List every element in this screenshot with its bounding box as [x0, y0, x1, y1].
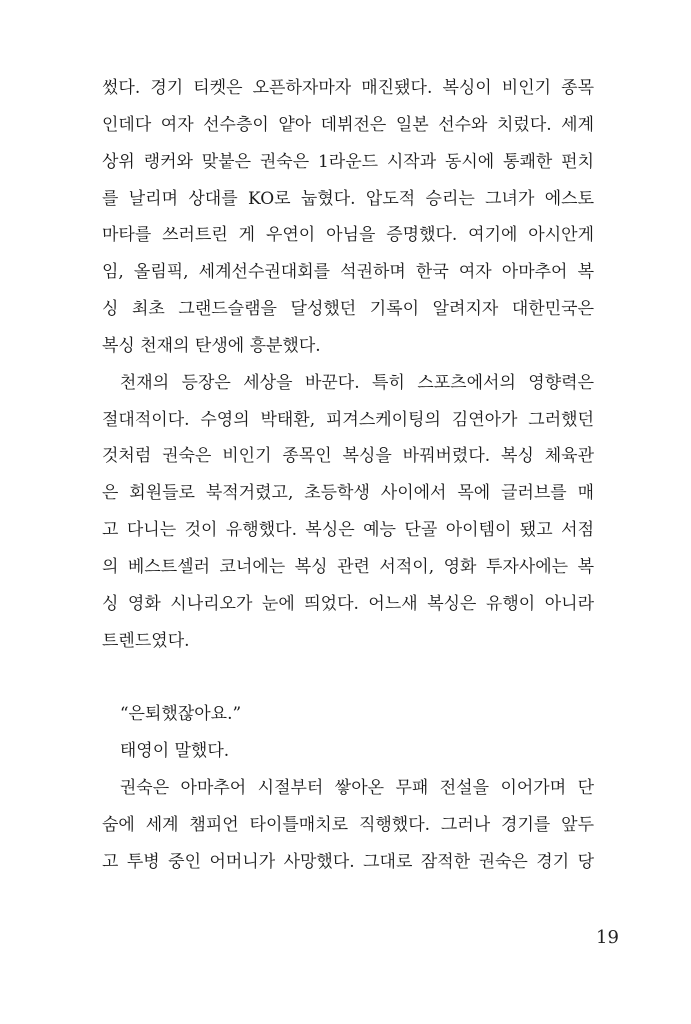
text-line-paragraph-start: 천재의 등장은 세상을 바꾼다. 특히 스포츠에서의 영향력은: [119, 372, 594, 393]
text-line: 절대적이다. 수영의 박태환, 피겨스케이팅의 김연아가 그러했던: [102, 409, 594, 430]
text-line: 은 회원들로 북적거렸고, 초등학생 사이에서 목에 글러브를 매: [102, 483, 594, 504]
text-line: 숨에 세계 챔피언 타이틀매치로 직행했다. 그러나 경기를 앞두: [102, 814, 594, 835]
blank-line: [102, 660, 594, 697]
body-text: [102, 70, 594, 881]
text-line: 것처럼 권숙은 비인기 종목인 복싱을 바꿔버렸다. 복싱 체육관: [102, 446, 594, 467]
text-line: 상위 랭커와 맞붙은 권숙은 1라운드 시작과 동시에 통쾌한 펀치: [102, 151, 594, 172]
text-line: 썼다. 경기 티켓은 오픈하자마자 매진됐다. 복싱이 비인기 종목: [102, 78, 594, 98]
text-line: 마타를 쓰러트린 게 우연이 아님을 증명했다. 여기에 아시안게: [102, 225, 594, 246]
dialogue-line: “은퇴했잖아요.”: [119, 704, 242, 725]
text-line: 싱 영화 시나리오가 눈에 띄었다. 어느새 복싱은 유행이 아니라: [102, 593, 594, 614]
text-line: 고 투병 중인 어머니가 사망했다. 그대로 잠적한 권숙은 경기 당: [102, 851, 594, 872]
text-line-paragraph-start: 권숙은 아마추어 시절부터 쌓아온 무패 전설을 이어가며 단: [119, 778, 594, 799]
text-line: 고 다니는 것이 유행했다. 복싱은 예능 단골 아이템이 됐고 서점: [102, 520, 594, 541]
text-line: 를 날리며 상대를 KO로 눕혔다. 압도적 승리는 그녀가 에스토: [102, 188, 594, 209]
text-line: 의 베스트셀러 코너에는 복싱 관련 서적이, 영화 투자사에는 복: [102, 556, 594, 577]
dialogue-attribution-line: 태영이 말했다.: [119, 741, 230, 762]
text-line: 임, 올림픽, 세계선수권대회를 석권하며 한국 여자 아마추어 복: [102, 262, 594, 283]
text-line: 싱 최초 그랜드슬램을 달성했던 기록이 알려지자 대한민국은: [102, 299, 594, 320]
text-line-paragraph-end: 복싱 천재의 탄생에 흥분했다.: [102, 335, 321, 356]
text-line: 인데다 여자 선수층이 얕아 데뷔전은 일본 선수와 치렀다. 세계: [102, 114, 594, 135]
text-line-paragraph-end: 트렌드였다.: [102, 630, 190, 651]
page-number: 19: [596, 927, 619, 948]
